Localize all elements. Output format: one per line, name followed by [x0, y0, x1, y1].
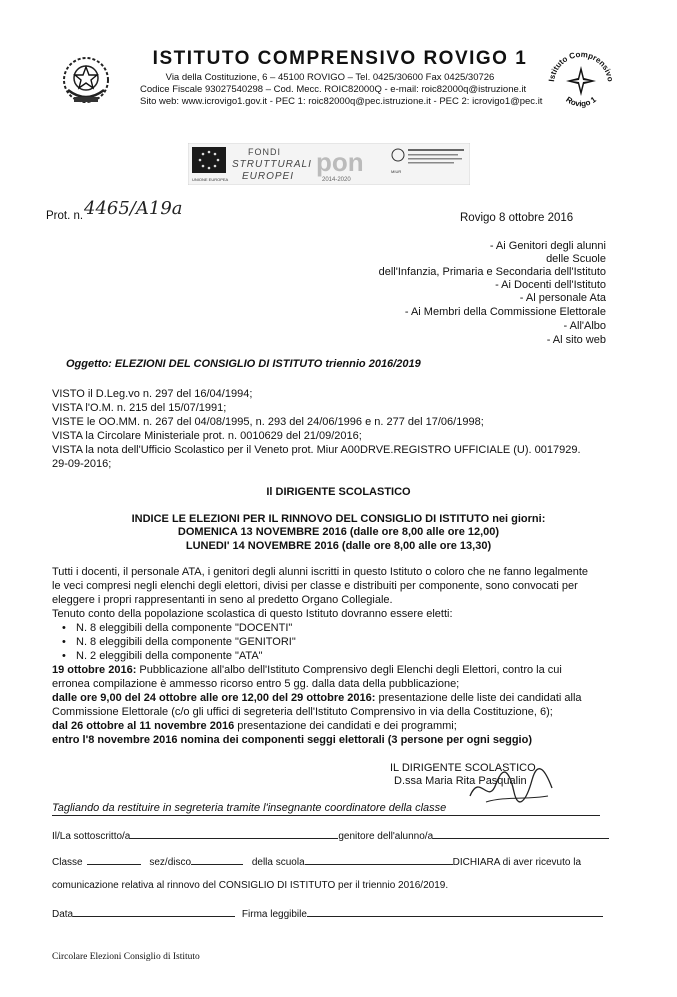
indice-line: INDICE LE ELEZIONI PER IL RINNOVO DEL CONSIGLIO DI ISTITUTO nei giorni:: [131, 513, 546, 525]
coupon-label-genitore: genitore dell'alunno/a: [338, 831, 434, 842]
pon-funding-banner: [188, 143, 470, 185]
classe-field[interactable]: [87, 854, 141, 865]
schedule-date: dalle ore 9,00 del 24 ottobre alle ore 12,00 del 29 ottobre 2016:: [52, 692, 376, 704]
schedule-text: Pubblicazione all'albo dell'Istituto Comprensivo degli Elenchi degli Elettori, contro la cui: [136, 664, 562, 676]
letter-subject: Oggetto: ELEZIONI DEL CONSIGLIO DI ISTITUTO triennio 2016/2019: [66, 358, 421, 370]
school-name: ISTITUTO COMPRENSIVO ROVIGO 1: [152, 48, 528, 69]
signature-name: D.ssa Maria Rita Pasqualin: [394, 775, 527, 787]
school-seal-icon: [544, 44, 618, 118]
recipient-line: - Ai Genitori degli alunni: [489, 240, 606, 252]
handwritten-signature: [466, 766, 556, 806]
recipient-line: - Al sito web: [546, 334, 606, 346]
italian-republic-emblem-icon: [60, 54, 112, 106]
bullet-icon: •: [62, 636, 66, 648]
recipient-line: delle Scuole: [546, 253, 606, 265]
coupon-row-1: [52, 828, 609, 842]
list-item: [62, 622, 292, 634]
banner-europei: EUROPEI: [242, 171, 295, 182]
coupon-label-firma: Firma leggibile: [241, 909, 307, 920]
eu-caption: UNIONE EUROPEA: [192, 177, 229, 182]
coupon-label-scuola: della scuola: [251, 857, 305, 868]
visto-line: VISTA la nota dell'Ufficio Scolastico per il Veneto prot. Miur A00DRVE.REGISTRO UFFICIALE (U). 0017929.: [52, 444, 581, 456]
list-item: [62, 650, 263, 662]
coupon-row-4: [52, 906, 603, 920]
schedule-item-1: [52, 664, 562, 677]
coupon-label-sottoscritto: Il/La sottoscritto/a: [52, 831, 131, 842]
schedule-text: presentazione dei candidati e dei programmi;: [234, 720, 457, 732]
visto-line: 29-09-2016;: [52, 458, 112, 470]
svg-text:Rovigo 1: [564, 95, 598, 109]
bullet-icon: •: [62, 650, 66, 662]
bullet-text: N. 2 eleggibili della componente "ATA": [76, 650, 263, 662]
protocol-label: Prot. n.: [46, 210, 84, 222]
coupon-row-2: [52, 854, 581, 868]
letter-date: Rovigo 8 ottobre 2016: [460, 212, 574, 224]
signature-title: IL DIRIGENTE SCOLASTICO: [390, 762, 536, 774]
coupon-title: Tagliando da restituire in segreteria tramite l'insegnante coordinatore della classe: [52, 802, 600, 816]
visto-line: VISTO il D.Leg.vo n. 297 del 16/04/1994;: [52, 388, 253, 400]
indice-date-1: DOMENICA 13 NOVEMBRE 2016 (dalle ore 8,00 alle ore 12,00): [177, 526, 500, 538]
pon-years: 2014-2020: [322, 177, 351, 183]
recipient-line: dell'Infanzia, Primaria e Secondaria dell'Istituto: [378, 266, 606, 278]
bullet-text: N. 8 eleggibili della componente "GENITORI": [76, 636, 296, 648]
dirigente-heading: Il DIRIGENTE SCOLASTICO: [266, 486, 411, 498]
seal-text-top: Istituto Comprensivo: [547, 49, 615, 83]
seal-text-bottom: Rovigo 1: [564, 94, 598, 109]
schedule-item-4: entro l'8 novembre 2016 nomina dei componenti seggi elettorali (3 persone per ogni seggio): [52, 734, 532, 746]
banner-fondi: FONDI: [248, 147, 281, 157]
miur-caption: MIUR: [391, 169, 402, 174]
scuola-field[interactable]: [305, 854, 453, 865]
school-fiscal-info: Codice Fiscale 93027540298 – Cod. Mecc. ROIC82000Q - e-mail: roic82000q@istruzione.it: [140, 84, 527, 95]
data-field[interactable]: [73, 906, 235, 917]
recipient-line: - Al personale Ata: [519, 292, 606, 304]
protocol-number: 4465/A19a: [84, 198, 183, 219]
recipient-line: - All'Albo: [563, 320, 606, 332]
pon-logo: pon: [316, 147, 364, 177]
body-line: eleggere i propri rappresentanti in seno al predetto Organo Collegiale.: [52, 594, 393, 606]
schedule-item-2-cont: Commissione Elettorale (c/o gli uffici di segreteria dell'Istituto Comprensivo in via della Costituzione, 6);: [52, 706, 553, 718]
schedule-text: presentazione delle liste dei candidati alla: [375, 692, 582, 704]
visto-line: VISTA l'O.M. n. 215 del 15/07/1991;: [52, 402, 227, 414]
visto-line: VISTA la Circolare Ministeriale prot. n. 0010629 del 21/09/2016;: [52, 430, 362, 442]
schedule-item-3: [52, 720, 457, 733]
body-line: Tutti i docenti, il personale ATA, i genitori degli alunni iscritti in questo Istituto o coloro che ne fanno legalmente: [52, 566, 589, 578]
sottoscritto-field[interactable]: [130, 828, 338, 839]
body-line: le veci compresi negli elenchi degli elettori, divisi per classe e distribuiti per componente, sono convocati per: [52, 580, 578, 592]
schedule-date: 19 ottobre 2016:: [52, 664, 137, 676]
schedule-date: dal 26 ottobre al 11 novembre 2016: [52, 720, 235, 732]
schedule-item-2: [52, 692, 582, 705]
bullet-text: N. 8 eleggibili della componente "DOCENTI": [76, 622, 293, 634]
indice-date-2: LUNEDI' 14 NOVEMBRE 2016 (dalle ore 8,00 alle ore 13,30): [185, 540, 492, 552]
bullet-icon: •: [62, 622, 66, 634]
list-item: [62, 636, 296, 648]
firma-field[interactable]: [307, 906, 603, 917]
recipient-line: - Ai Docenti dell'Istituto: [495, 279, 606, 291]
recipient-line: - Ai Membri della Commissione Elettorale: [404, 306, 606, 318]
alunno-field[interactable]: [433, 828, 609, 839]
coupon-label-sez: sez/disco: [149, 857, 192, 868]
coupon-row-3: comunicazione relativa al rinnovo del CONSIGLIO DI ISTITUTO per il triennio 2016/2019.: [52, 880, 449, 891]
school-web-info: Sito web: www.icrovigo1.gov.it - PEC 1: roic82000q@pec.istruzione.it - PEC 2: icrovigo1@pec.it: [140, 96, 543, 107]
coupon-label-data: Data: [52, 909, 74, 920]
schedule-item-1-cont: erronea compilazione è ammesso ricorso entro 5 gg. dalla data della pubblicazione;: [52, 678, 460, 690]
coupon-label-classe: Classe: [52, 857, 83, 868]
school-address: Via della Costituzione, 6 – 45100 ROVIGO – Tel. 0425/30600 Fax 0425/30726: [165, 72, 495, 83]
page-footer: Circolare Elezioni Consiglio di Istituto: [52, 952, 200, 962]
coupon-label-dichiara: DICHIARA di aver ricevuto la: [452, 857, 582, 868]
visto-line: VISTE le OO.MM. n. 267 del 04/08/1995, n. 293 del 24/06/1996 e n. 277 del 17/06/1998;: [52, 416, 484, 428]
sez-field[interactable]: [191, 854, 243, 865]
banner-strutturali: STRUTTURALI: [232, 159, 312, 170]
body-line: Tenuto conto della popolazione scolastica di questo Istituto dovranno essere eletti:: [52, 608, 453, 620]
